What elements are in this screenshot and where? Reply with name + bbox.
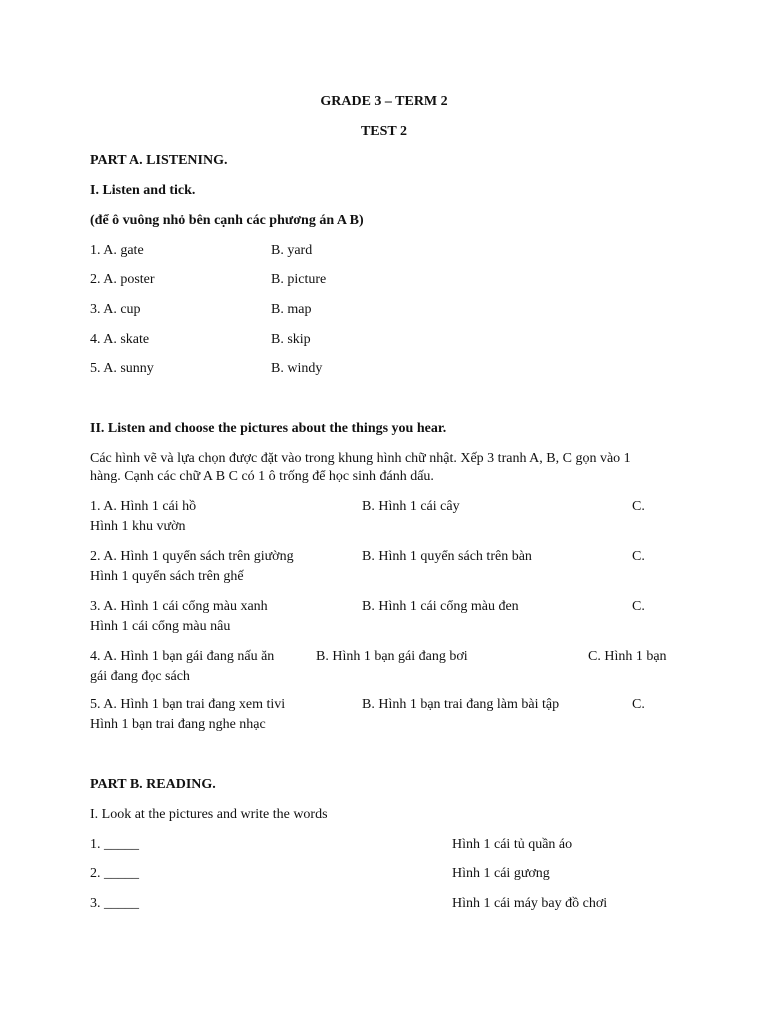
tick-item-option-b: B. skip [271, 332, 311, 347]
picture-item-option-c-text: Hình 1 cái cổng màu nâu [90, 619, 231, 634]
section-1-heading: I. Listen and tick. [90, 183, 196, 198]
picture-item-option-c: C. Hình 1 bạn [588, 649, 667, 664]
tick-item-option-b: B. windy [271, 361, 323, 376]
picture-item-option-b: B. Hình 1 cái cổng màu đen [362, 599, 519, 614]
tick-item-option-a: 4. A. skate [90, 332, 150, 347]
tick-item-option-a: 3. A. cup [90, 302, 141, 317]
picture-item-option-a: 1. A. Hình 1 cái hồ [90, 499, 197, 514]
section-2-instruction-line-2: hàng. Cạnh các chữ A B C có 1 ô trống để học sinh đánh dấu. [90, 469, 434, 484]
picture-item-option-a: 3. A. Hình 1 cái cổng màu xanh [90, 599, 268, 614]
picture-item-option-c-text: gái đang đọc sách [90, 669, 190, 684]
write-item-picture-desc: Hình 1 cái tủ quần áo [452, 837, 573, 852]
tick-item-option-b: B. picture [271, 272, 327, 287]
tick-item-option-a: 5. A. sunny [90, 361, 154, 376]
picture-item-option-c-text: Hình 1 quyển sách trên ghế [90, 569, 244, 584]
document-subtitle: TEST 2 [360, 124, 408, 139]
picture-item-option-b: B. Hình 1 bạn trai đang làm bài tập [362, 697, 560, 712]
tick-item-option-a: 2. A. poster [90, 272, 155, 287]
picture-item-option-b: B. Hình 1 quyển sách trên bàn [362, 549, 532, 564]
write-item-blank: 1. _____ [90, 837, 139, 852]
write-item-picture-desc: Hình 1 cái gương [452, 866, 550, 881]
part-a-heading: PART A. LISTENING. [90, 153, 228, 168]
write-item-picture-desc: Hình 1 cái máy bay đồ chơi [452, 896, 608, 911]
picture-item-option-a: 2. A. Hình 1 quyển sách trên giường [90, 549, 294, 564]
picture-item-option-c: C. [632, 549, 645, 564]
picture-item-option-c-text: Hình 1 bạn trai đang nghe nhạc [90, 717, 266, 732]
tick-item-option-a: 1. A. gate [90, 243, 144, 258]
picture-item-option-a: 5. A. Hình 1 bạn trai đang xem tivi [90, 697, 286, 712]
reading-section-1-heading: I. Look at the pictures and write the words [90, 807, 328, 822]
picture-item-option-c-text: Hình 1 khu vườn [90, 519, 186, 534]
picture-item-option-c: C. [632, 697, 645, 712]
part-b-heading: PART B. READING. [90, 777, 216, 792]
picture-item-option-a: 4. A. Hình 1 bạn gái đang nấu ăn [90, 649, 275, 664]
picture-item-option-c: C. [632, 499, 645, 514]
document-title: GRADE 3 – TERM 2 [320, 94, 448, 109]
write-item-blank: 2. _____ [90, 866, 139, 881]
tick-item-option-b: B. map [271, 302, 312, 317]
tick-item-option-b: B. yard [271, 243, 313, 258]
section-2-instruction-line-1: Các hình vẽ và lựa chọn được đặt vào trong khung hình chữ nhật. Xếp 3 tranh A, B, C gọn vào 1 [90, 451, 631, 466]
section-2-heading: II. Listen and choose the pictures about the things you hear. [90, 421, 447, 436]
picture-item-option-b: B. Hình 1 cái cây [362, 499, 460, 514]
picture-item-option-b: B. Hình 1 bạn gái đang bơi [316, 649, 468, 664]
write-item-blank: 3. _____ [90, 896, 139, 911]
picture-item-option-c: C. [632, 599, 645, 614]
section-1-note: (để ô vuông nhỏ bên cạnh các phương án A B) [90, 213, 364, 228]
